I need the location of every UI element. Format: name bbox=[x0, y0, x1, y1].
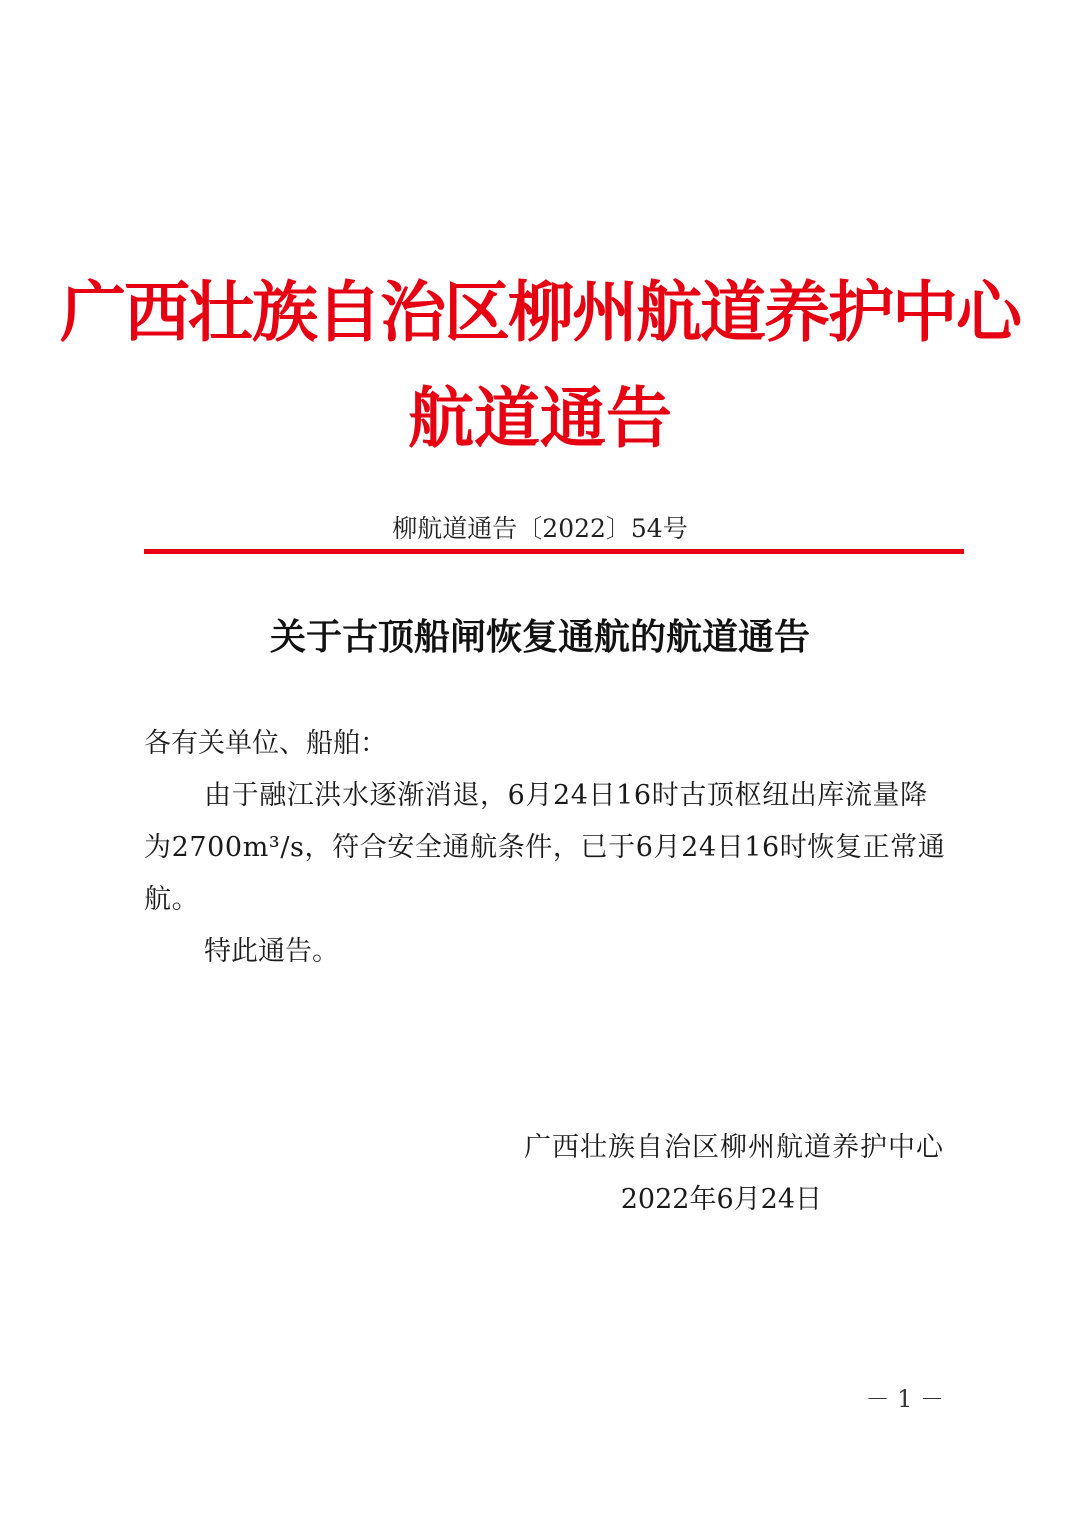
page-number: － 1 － bbox=[865, 1385, 944, 1413]
notice-body-paragraph: 由于融江洪水逐渐消退，6月24日16时古顶枢纽出库流量降为2700m³/s，符合安全通航条件，已于6月24日16时恢复正常通航。 bbox=[144, 780, 946, 915]
document-type-heading: 航道通告 bbox=[408, 379, 672, 457]
document-number: 柳航道通告〔2022〕54号 bbox=[392, 514, 688, 543]
salutation: 各有关单位、船舶： bbox=[144, 728, 387, 759]
closing-remark: 特此通告。 bbox=[204, 936, 339, 967]
notice-title: 关于古顶船闸恢复通航的航道通告 bbox=[269, 616, 810, 658]
signature-organization: 广西壮族自治区柳州航道养护中心 bbox=[524, 1132, 944, 1163]
agency-name-heading: 广西壮族自治区柳州航道养护中心 bbox=[60, 273, 1020, 351]
signature-date: 2022年6月24日 bbox=[620, 1184, 822, 1215]
header-divider bbox=[144, 549, 964, 554]
